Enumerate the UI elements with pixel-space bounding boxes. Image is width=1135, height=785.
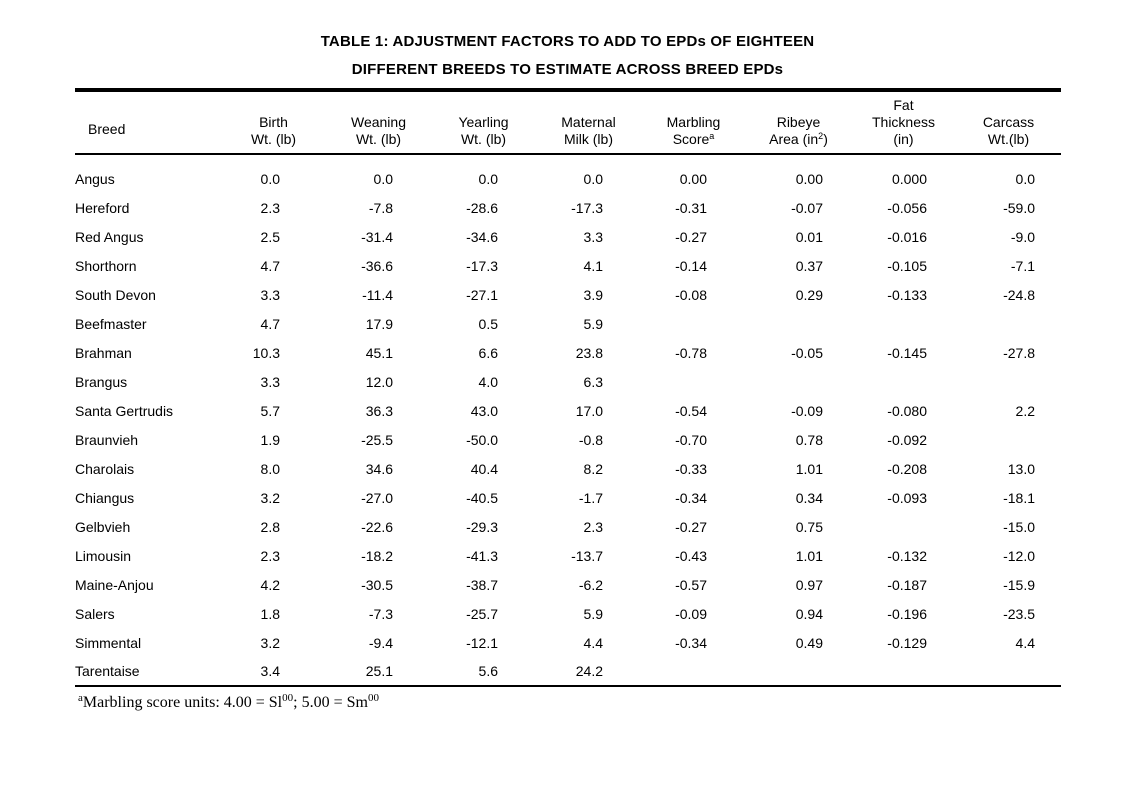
value-cell-marbling-score — [641, 309, 746, 338]
value-cell-carcass-wt: -9.0 — [1010, 228, 1035, 245]
value-cell-fat-thickness: 0.000 — [891, 171, 927, 187]
column-header-line: Score$^a$ — [672, 131, 715, 147]
value-cell-marbling-score: -0.70 — [675, 431, 707, 448]
table-row — [75, 309, 1061, 338]
value-cell-ribeye-area: 0.49 — [795, 634, 823, 651]
value-cell-weaning-wt: -31.4 — [361, 228, 393, 245]
column-header-line: Area $(in^2)$ — [769, 131, 828, 147]
value-cell-fat-thickness — [851, 367, 956, 396]
value-cell-yearling-wt: 4.0 — [478, 373, 498, 390]
breed-name-cell: Simmental — [75, 634, 142, 651]
value-cell-carcass-wt: -7.1 — [1010, 257, 1035, 274]
value-cell-carcass-wt: -24.8 — [1003, 286, 1035, 303]
table-row — [75, 280, 1061, 309]
column-header-line: (in) — [893, 131, 914, 147]
value-cell-birth-wt: 2.3 — [260, 199, 280, 216]
value-cell-birth-wt: 10.3 — [252, 344, 280, 361]
value-cell-yearling-wt: 40.4 — [470, 460, 498, 477]
table-row — [75, 222, 1061, 251]
table-row — [75, 541, 1061, 570]
value-cell-maternal-milk: 5.9 — [583, 605, 603, 622]
epd-adjustment-table — [75, 92, 1061, 687]
value-cell-yearling-wt: 43.0 — [470, 402, 498, 419]
column-header-line: Thickness — [871, 114, 936, 130]
value-cell-weaning-wt: -7.3 — [368, 605, 393, 622]
table-row — [75, 193, 1061, 222]
value-cell-yearling-wt: -41.3 — [466, 547, 498, 564]
value-cell-fat-thickness — [851, 657, 956, 686]
value-cell-birth-wt: 2.8 — [260, 518, 280, 535]
value-cell-carcass-wt — [956, 657, 1061, 686]
breed-name-cell: Santa Gertrudis — [75, 402, 174, 419]
value-cell-ribeye-area — [746, 657, 851, 686]
value-cell-fat-thickness: -0.187 — [887, 576, 927, 593]
value-cell-fat-thickness: -0.145 — [887, 344, 927, 361]
value-cell-marbling-score: -0.54 — [675, 402, 707, 419]
value-cell-weaning-wt: -7.8 — [368, 199, 393, 216]
value-cell-birth-wt: 8.0 — [260, 460, 280, 477]
column-header-line: Breed — [88, 121, 126, 137]
breed-name-cell: Angus — [75, 171, 115, 187]
value-cell-marbling-score: -0.34 — [675, 634, 707, 651]
value-cell-maternal-milk: 3.3 — [583, 228, 603, 245]
value-cell-ribeye-area: 0.37 — [795, 257, 823, 274]
value-cell-carcass-wt — [956, 309, 1061, 338]
table-row — [75, 599, 1061, 628]
table-row — [75, 154, 1061, 193]
value-cell-ribeye-area: 0.29 — [795, 286, 823, 303]
value-cell-maternal-milk: -6.2 — [578, 576, 603, 593]
breed-name-cell: Tarentaise — [75, 663, 140, 679]
value-cell-birth-wt: 2.5 — [260, 228, 280, 245]
value-cell-yearling-wt: 6.6 — [478, 344, 498, 361]
value-cell-birth-wt: 4.7 — [260, 257, 280, 274]
value-cell-ribeye-area: -0.05 — [791, 344, 823, 361]
table-row — [75, 512, 1061, 541]
value-cell-maternal-milk: 5.9 — [583, 315, 603, 332]
value-cell-fat-thickness: -0.092 — [887, 431, 927, 448]
value-cell-carcass-wt: -27.8 — [1003, 344, 1035, 361]
table-title-line2: DIFFERENT BREEDS TO ESTIMATE ACROSS BREED EPDs — [351, 61, 784, 78]
table-title-line1: TABLE 1: ADJUSTMENT FACTORS TO ADD TO EPDs OF EIGHTEEN — [320, 33, 815, 50]
value-cell-weaning-wt: 17.9 — [365, 315, 393, 332]
value-cell-yearling-wt: -25.7 — [466, 605, 498, 622]
value-cell-weaning-wt: -9.4 — [368, 634, 393, 651]
table-row — [75, 483, 1061, 512]
value-cell-birth-wt: 1.9 — [260, 431, 280, 448]
value-cell-fat-thickness: -0.080 — [887, 402, 927, 419]
value-cell-fat-thickness: -0.093 — [887, 489, 927, 506]
value-cell-maternal-milk: 24.2 — [575, 663, 603, 679]
value-cell-ribeye-area: 0.78 — [795, 431, 823, 448]
value-cell-maternal-milk: 3.9 — [583, 286, 603, 303]
value-cell-yearling-wt: 5.6 — [478, 663, 498, 679]
column-header-line: Ribeye — [776, 114, 821, 130]
value-cell-carcass-wt — [956, 367, 1061, 396]
value-cell-carcass-wt: -59.0 — [1003, 199, 1035, 216]
value-cell-birth-wt: 3.3 — [260, 286, 280, 303]
column-header-marbling-score — [641, 92, 746, 154]
value-cell-ribeye-area: 0.01 — [795, 228, 823, 245]
value-cell-marbling-score: 0.00 — [679, 171, 707, 187]
value-cell-fat-thickness: -0.129 — [887, 634, 927, 651]
value-cell-carcass-wt: 4.4 — [1015, 634, 1035, 651]
value-cell-birth-wt: 4.7 — [260, 315, 280, 332]
value-cell-birth-wt: 1.8 — [260, 605, 280, 622]
column-header-weaning-wt — [326, 92, 431, 154]
value-cell-yearling-wt: 0.0 — [478, 171, 498, 187]
value-cell-yearling-wt: -29.3 — [466, 518, 498, 535]
value-cell-weaning-wt: -22.6 — [361, 518, 393, 535]
value-cell-fat-thickness: -0.132 — [887, 547, 927, 564]
value-cell-weaning-wt: 25.1 — [365, 663, 393, 679]
value-cell-maternal-milk: 0.0 — [583, 171, 603, 187]
breed-name-cell: Beefmaster — [75, 315, 147, 332]
breed-name-cell: Hereford — [75, 199, 130, 216]
column-header-line: Birth — [259, 114, 288, 130]
value-cell-birth-wt: 4.2 — [260, 576, 280, 593]
breed-name-cell: Red Angus — [75, 228, 144, 245]
table-row — [75, 338, 1061, 367]
breed-name-cell: Charolais — [75, 460, 135, 477]
value-cell-marbling-score: -0.78 — [675, 344, 707, 361]
value-cell-yearling-wt: -17.3 — [466, 257, 498, 274]
value-cell-fat-thickness: -0.196 — [887, 605, 927, 622]
value-cell-marbling-score: -0.09 — [675, 605, 707, 622]
value-cell-birth-wt: 0.0 — [260, 171, 280, 187]
value-cell-weaning-wt: -30.5 — [361, 576, 393, 593]
value-cell-maternal-milk: -13.7 — [571, 547, 603, 564]
column-header-line: Marbling — [666, 114, 721, 130]
column-header-line: Wt. (lb) — [460, 131, 507, 147]
column-header-fat-thickness — [851, 92, 956, 154]
column-header-breed — [75, 92, 221, 154]
column-header-line: Carcass — [982, 114, 1035, 130]
value-cell-carcass-wt: -12.0 — [1003, 547, 1035, 564]
value-cell-ribeye-area: 0.94 — [795, 605, 823, 622]
value-cell-birth-wt: 5.7 — [260, 402, 280, 419]
value-cell-carcass-wt: 13.0 — [1007, 460, 1035, 477]
value-cell-birth-wt: 3.3 — [260, 373, 280, 390]
value-cell-maternal-milk: 6.3 — [583, 373, 603, 390]
value-cell-yearling-wt: 0.5 — [478, 315, 498, 332]
value-cell-yearling-wt: -50.0 — [466, 431, 498, 448]
value-cell-ribeye-area: 1.01 — [795, 547, 823, 564]
column-header-line: Milk (lb) — [564, 131, 613, 147]
breed-name-cell: South Devon — [75, 286, 156, 303]
column-header-line: Yearling — [458, 114, 509, 130]
value-cell-ribeye-area — [746, 309, 851, 338]
value-cell-weaning-wt: 12.0 — [365, 373, 393, 390]
breed-name-cell: Braunvieh — [75, 431, 139, 448]
breed-name-cell: Salers — [75, 605, 115, 622]
value-cell-weaning-wt: 34.6 — [365, 460, 393, 477]
column-header-yearling-wt — [431, 92, 536, 154]
value-cell-maternal-milk: 17.0 — [575, 402, 603, 419]
value-cell-ribeye-area: 0.97 — [795, 576, 823, 593]
value-cell-fat-thickness — [851, 512, 956, 541]
value-cell-yearling-wt: -27.1 — [466, 286, 498, 303]
value-cell-marbling-score: -0.27 — [675, 518, 707, 535]
value-cell-marbling-score: -0.14 — [675, 257, 707, 274]
value-cell-marbling-score: -0.27 — [675, 228, 707, 245]
column-header-line: Wt. (lb) — [355, 131, 402, 147]
table-row — [75, 657, 1061, 686]
value-cell-carcass-wt: -23.5 — [1003, 605, 1035, 622]
column-header-line: Fat — [893, 97, 914, 113]
value-cell-weaning-wt: -18.2 — [361, 547, 393, 564]
value-cell-fat-thickness: -0.208 — [887, 460, 927, 477]
value-cell-maternal-milk: 4.1 — [583, 257, 603, 274]
value-cell-ribeye-area: -0.09 — [791, 402, 823, 419]
value-cell-weaning-wt: 45.1 — [365, 344, 393, 361]
table-row — [75, 367, 1061, 396]
value-cell-weaning-wt: -27.0 — [361, 489, 393, 506]
column-header-line: Maternal — [561, 114, 616, 130]
value-cell-weaning-wt: -25.5 — [361, 431, 393, 448]
epd-table-block — [75, 88, 1061, 713]
value-cell-marbling-score: -0.33 — [675, 460, 707, 477]
value-cell-ribeye-area: -0.07 — [791, 199, 823, 216]
column-header-line: Wt.(lb) — [987, 131, 1030, 147]
value-cell-fat-thickness: -0.056 — [887, 199, 927, 216]
value-cell-weaning-wt: -36.6 — [361, 257, 393, 274]
table-title — [0, 28, 1135, 84]
value-cell-marbling-score: -0.31 — [675, 199, 707, 216]
value-cell-birth-wt: 3.2 — [260, 634, 280, 651]
breed-name-cell: Chiangus — [75, 489, 135, 506]
value-cell-ribeye-area: 0.34 — [795, 489, 823, 506]
value-cell-weaning-wt: 0.0 — [373, 171, 393, 187]
column-header-ribeye-area — [746, 92, 851, 154]
value-cell-weaning-wt: 36.3 — [365, 402, 393, 419]
breed-name-cell: Brangus — [75, 373, 128, 390]
breed-name-cell: Brahman — [75, 344, 132, 361]
value-cell-marbling-score — [641, 367, 746, 396]
value-cell-yearling-wt: -38.7 — [466, 576, 498, 593]
column-header-line: Wt. (lb) — [250, 131, 297, 147]
table-footnote: $^a$Marbling score units: $4.00 = Sl^{00}$; $5.00 = Sm^{00}$ — [78, 692, 379, 711]
value-cell-maternal-milk: -1.7 — [578, 489, 603, 506]
value-cell-maternal-milk: 23.8 — [575, 344, 603, 361]
value-cell-marbling-score: -0.34 — [675, 489, 707, 506]
value-cell-maternal-milk: 2.3 — [583, 518, 603, 535]
value-cell-ribeye-area: 1.01 — [795, 460, 823, 477]
value-cell-carcass-wt: -15.9 — [1003, 576, 1035, 593]
value-cell-yearling-wt: -28.6 — [466, 199, 498, 216]
table-header-row — [75, 92, 1061, 154]
value-cell-marbling-score: -0.57 — [675, 576, 707, 593]
value-cell-marbling-score — [641, 657, 746, 686]
table-row — [75, 454, 1061, 483]
value-cell-yearling-wt: -12.1 — [466, 634, 498, 651]
value-cell-weaning-wt: -11.4 — [362, 286, 393, 303]
value-cell-fat-thickness: -0.016 — [887, 228, 927, 245]
table-row — [75, 628, 1061, 657]
value-cell-yearling-wt: -34.6 — [466, 228, 498, 245]
value-cell-fat-thickness: -0.133 — [887, 286, 927, 303]
value-cell-ribeye-area — [746, 367, 851, 396]
value-cell-carcass-wt: -15.0 — [1003, 518, 1035, 535]
value-cell-maternal-milk: 4.4 — [583, 634, 603, 651]
value-cell-fat-thickness — [851, 309, 956, 338]
value-cell-birth-wt: 3.4 — [260, 663, 280, 679]
value-cell-marbling-score: -0.08 — [675, 286, 707, 303]
value-cell-yearling-wt: -40.5 — [466, 489, 498, 506]
value-cell-ribeye-area: 0.00 — [795, 171, 823, 187]
value-cell-marbling-score: -0.43 — [675, 547, 707, 564]
value-cell-carcass-wt — [956, 425, 1061, 454]
value-cell-birth-wt: 2.3 — [260, 547, 280, 564]
breed-name-cell: Maine-Anjou — [75, 576, 154, 593]
breed-name-cell: Shorthorn — [75, 257, 137, 274]
value-cell-carcass-wt: 2.2 — [1015, 402, 1035, 419]
value-cell-maternal-milk: 8.2 — [583, 460, 603, 477]
value-cell-carcass-wt: 0.0 — [1015, 171, 1035, 187]
value-cell-maternal-milk: -17.3 — [571, 199, 603, 216]
table-row — [75, 396, 1061, 425]
table-row — [75, 251, 1061, 280]
value-cell-ribeye-area: 0.75 — [795, 518, 823, 535]
breed-name-cell: Limousin — [75, 547, 132, 564]
column-header-birth-wt — [221, 92, 326, 154]
value-cell-maternal-milk: -0.8 — [578, 431, 603, 448]
column-header-carcass-wt — [956, 92, 1061, 154]
value-cell-fat-thickness: -0.105 — [887, 257, 927, 274]
value-cell-birth-wt: 3.2 — [260, 489, 280, 506]
column-header-line: Weaning — [350, 114, 406, 130]
value-cell-carcass-wt: -18.1 — [1003, 489, 1035, 506]
table-row — [75, 425, 1061, 454]
breed-name-cell: Gelbvieh — [75, 518, 131, 535]
table-row — [75, 570, 1061, 599]
document-page — [0, 28, 1135, 785]
column-header-maternal-milk — [536, 92, 641, 154]
